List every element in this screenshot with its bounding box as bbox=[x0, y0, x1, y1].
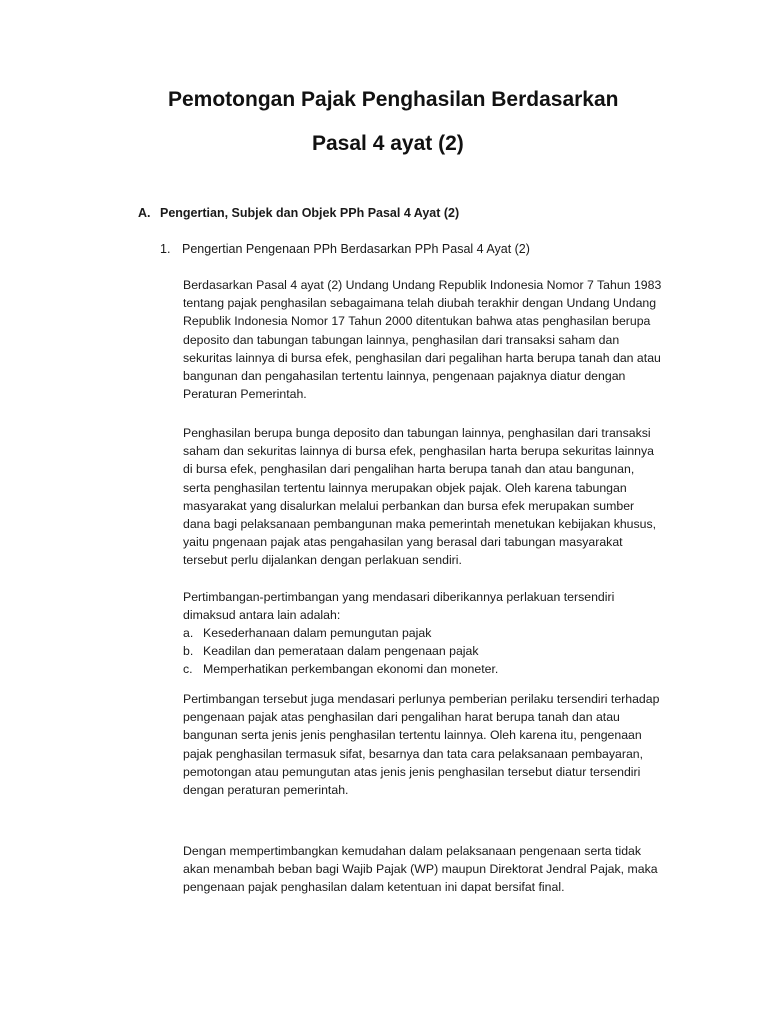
list-item-marker: b. bbox=[183, 644, 194, 659]
list-item bbox=[183, 642, 498, 660]
list-item-text: Keadilan dan pemerataan dalam pengenaan pajak bbox=[203, 644, 479, 659]
list-item-text: Memperhatikan perkembangan ekonomi dan moneter. bbox=[203, 662, 499, 677]
paragraph-special-treatment: Pertimbangan tersebut juga mendasari perlunya pemberian perilaku tersendiri terhadap pengenaan pajak atas penghasilan dari pengalihan harat berupa tanah dan atau bangunan serta jenis jenis penghasilan tertentu lainnya. Oleh karena itu, pengenaan pajak penghasilan termasuk sifat, besarnya dan tata cara pelaksanaan pembayaran, pemotongan atau pemungutan atas jenis jenis penghasilan tersebut diatur tersendiri dengan peraturan pemerintah. bbox=[183, 692, 660, 798]
subsection-1-heading-text: Pengertian Pengenaan PPh Berdasarkan PPh Pasal 4 Ayat (2) bbox=[182, 242, 530, 256]
paragraph-final-tax: Dengan mempertimbangkan kemudahan dalam pelaksanaan pengenaan serta tidak akan menambah beban bagi Wajib Pajak (WP) maupun Direktorat Jendral Pajak, maka pengenaan pajak penghasilan dalam ketentuan ini dapat bersifat final. bbox=[183, 844, 658, 895]
document-title-line-2: Pasal 4 ayat (2) bbox=[312, 132, 464, 155]
paragraph-tax-objects: Penghasilan berupa bunga deposito dan tabungan lainnya, penghasilan dari transaksi saham dan sekuritas lainnya di bursa efek, penghasilan harta berupa sekuritas lainnya di bursa efek, penghasilan dari pengalihan harta berupa tanah dan atau bangunan, serta penghasilan tertentu lainnya merupakan objek pajak. Oleh karena tabungan masyarakat yang disalurkan melalui perbankan dan bursa efek merupakan sumber dana bagi pelaksanaan pembangunan maka pemerintah menetukan kebijakan khusus, yaitu pngenaan pajak atas pengahasilan yang berasal dari tabungan masyarakat tersebut perlu dijalankan dengan perlakuan sendiri. bbox=[183, 426, 657, 568]
paragraph-legal-basis: Berdasarkan Pasal 4 ayat (2) Undang Undang Republik Indonesia Nomor 7 Tahun 1983 tentang pajak penghasilan sebagaimana telah diubah terakhir dengan Undang Undang Republik Indonesia Nomor 17 Tahun 2000 ditentukan bahwa atas penghasilan berupa deposito dan tabungan tabungan lainnya, penghasilan dari transaksi saham dan sekuritas lainnya di bursa efek, penghasilan dari pegalihan harta berupa tanah dan atau bangunan dan pengahasilan tertentu lainnya, pengenaan pajaknya diatur dengan Peraturan Pemerintah. bbox=[183, 278, 662, 402]
document-title-line-1: Pemotongan Pajak Penghasilan Berdasarkan bbox=[168, 88, 619, 111]
subsection-1-heading bbox=[160, 242, 530, 256]
list-item-text: Kesederhanaan dalam pemungutan pajak bbox=[203, 626, 432, 640]
considerations-list bbox=[183, 624, 498, 679]
list-item bbox=[183, 660, 498, 678]
list-item-marker: a. bbox=[183, 626, 194, 640]
list-item-marker: c. bbox=[183, 662, 193, 677]
section-a-marker: A. bbox=[138, 206, 151, 220]
section-a-heading-text: Pengertian, Subjek dan Objek PPh Pasal 4 Ayat (2) bbox=[160, 206, 460, 220]
subsection-1-marker: 1. bbox=[160, 242, 171, 256]
list-item bbox=[183, 624, 498, 642]
section-a-heading bbox=[138, 206, 459, 220]
paragraph-considerations-intro: Pertimbangan-pertimbangan yang mendasari diberikannya perlakuan tersendiri dimaksud antara lain adalah: bbox=[183, 590, 615, 623]
